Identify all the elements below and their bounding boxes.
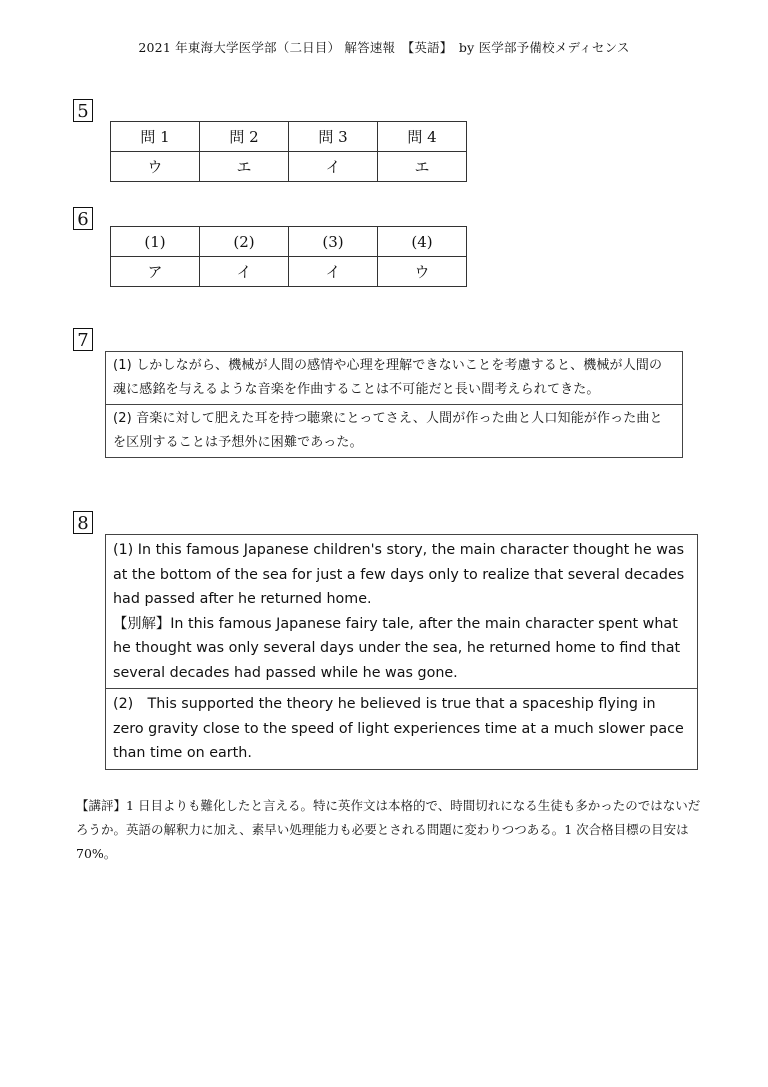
alternative-label: 【別解】 xyxy=(113,615,171,632)
table-header-cell: (4) xyxy=(378,227,467,257)
table-header-cell: 問 2 xyxy=(200,122,289,152)
table-header-cell: 問 3 xyxy=(289,122,378,152)
answer-cell: イ xyxy=(200,257,289,287)
answer-cell: ウ xyxy=(378,257,467,287)
answer-cell: ア xyxy=(111,257,200,287)
answer-box xyxy=(105,534,698,689)
question-number-7: 7 xyxy=(73,328,93,351)
answer-table-6 xyxy=(110,226,467,287)
page-header: 2021 年東海大学医学部（二日目） 解答速報 【英語】 by 医学部予備校メディセンス xyxy=(138,40,630,55)
answer-text: (1) In this famous Japanese children's story, the main character thought he was at the bottom of the sea for just a few days only to realize that several decades had passed after he returned home. xyxy=(113,542,685,607)
table-header-cell: 問 4 xyxy=(378,122,467,152)
answer-box: (2) This supported the theory he believed is true that a spaceship flying in zero gravity close to the speed of light experiences time at a much slower pace than time on earth. xyxy=(105,688,698,770)
question-number-8: 8 xyxy=(73,511,93,534)
answer-cell: イ xyxy=(289,152,378,182)
composition-answers-8 xyxy=(105,534,698,770)
translation-answers-7 xyxy=(105,351,683,458)
table-header-row xyxy=(111,227,467,257)
answer-box: (2) 音楽に対して肥えた耳を持つ聴衆にとってさえ、人間が作った曲と人口知能が作った曲とを区別することは予想外に困難であった。 xyxy=(105,404,683,458)
answer-cell: イ xyxy=(289,257,378,287)
answer-cell: エ xyxy=(378,152,467,182)
question-number-6: 6 xyxy=(73,207,93,230)
answer-cell: エ xyxy=(200,152,289,182)
question-number-5: 5 xyxy=(73,99,93,122)
table-header-row xyxy=(111,122,467,152)
table-header-cell: (1) xyxy=(111,227,200,257)
table-header-cell: 問 1 xyxy=(111,122,200,152)
answer-box: (1) しかしながら、機械が人間の感情や心理を理解できないことを考慮すると、機械が人間の魂に感銘を与えるような音楽を作曲することは不可能だと長い間考えられてきた。 xyxy=(105,351,683,405)
review-comment xyxy=(76,794,706,866)
answer-table-5 xyxy=(110,121,467,182)
table-answer-row xyxy=(111,152,467,182)
table-header-cell: (2) xyxy=(200,227,289,257)
comment-text: 1 日目よりも難化したと言える。特に英作文は本格的で、時間切れになる生徒も多かったのではないだろうか。英語の解釈力に加え、素早い処理能力も必要とされる問題に変わりつつある。1 次合格目標の目安は 70%。 xyxy=(76,798,701,861)
alternative-text: In this famous Japanese fairy tale, after the main character spent what he thought was only several days under the sea, he returned home to find that several decades had passed while he was gone. xyxy=(113,615,681,681)
table-answer-row xyxy=(111,257,467,287)
table-header-cell: (3) xyxy=(289,227,378,257)
answer-cell: ウ xyxy=(111,152,200,182)
alternative-answer xyxy=(113,612,690,686)
comment-label: 【講評】 xyxy=(76,798,127,813)
